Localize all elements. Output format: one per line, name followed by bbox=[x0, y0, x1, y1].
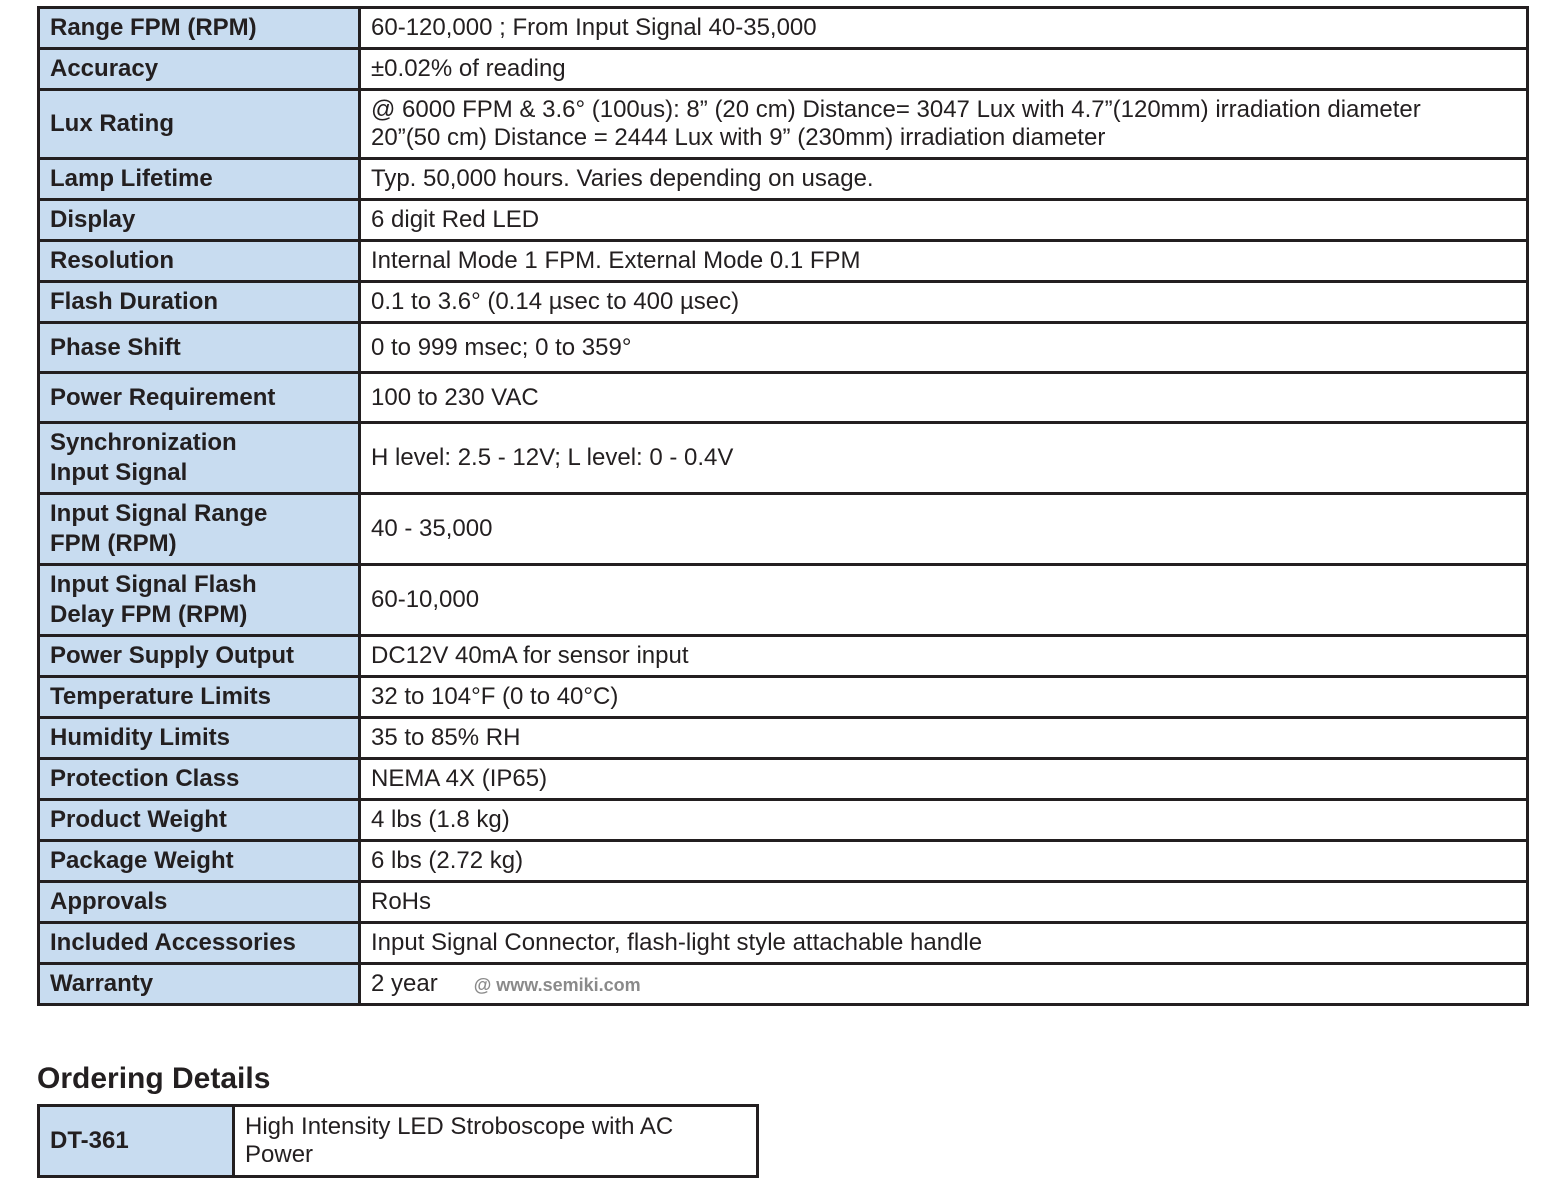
spec-label bbox=[39, 800, 360, 841]
spec-label bbox=[39, 759, 360, 800]
spec-value bbox=[360, 964, 1528, 1005]
spec-label-line: Warranty bbox=[50, 970, 154, 997]
spec-label bbox=[39, 923, 360, 964]
spec-label bbox=[39, 636, 360, 677]
spec-label-line: Protection Class bbox=[50, 765, 240, 792]
spec-row bbox=[39, 373, 1528, 423]
spec-row bbox=[39, 282, 1528, 323]
spec-label bbox=[39, 882, 360, 923]
specifications-body bbox=[39, 8, 1528, 1005]
spec-value bbox=[360, 323, 1528, 373]
spec-label-line: Resolution bbox=[50, 247, 174, 274]
spec-label bbox=[39, 565, 360, 636]
spec-value-line: 40 - 35,000 bbox=[371, 515, 493, 542]
spec-label-line: Package Weight bbox=[50, 847, 234, 874]
spec-label-line: Humidity Limits bbox=[50, 724, 231, 751]
spec-value bbox=[360, 90, 1528, 159]
spec-label bbox=[39, 841, 360, 882]
spec-label bbox=[39, 159, 360, 200]
spec-value bbox=[360, 718, 1528, 759]
spec-value bbox=[360, 759, 1528, 800]
model-description: High Intensity LED Stroboscope with AC Power bbox=[234, 1106, 758, 1177]
spec-value bbox=[360, 923, 1528, 964]
spec-value bbox=[360, 841, 1528, 882]
spec-label-line: Product Weight bbox=[50, 806, 227, 833]
spec-value bbox=[360, 423, 1528, 494]
ordering-row bbox=[39, 1106, 758, 1177]
spec-row bbox=[39, 200, 1528, 241]
spec-label-line: Power Supply Output bbox=[50, 642, 294, 669]
spec-value-line: ±0.02% of reading bbox=[371, 55, 566, 82]
spec-value bbox=[360, 800, 1528, 841]
spec-value-line: RoHs bbox=[371, 888, 432, 915]
spec-row bbox=[39, 923, 1528, 964]
spec-label-line: FPM (RPM) bbox=[50, 530, 177, 557]
spec-value-line: 60-120,000 ; From Input Signal 40-35,000 bbox=[371, 14, 817, 41]
spec-label bbox=[39, 241, 360, 282]
spec-value bbox=[360, 8, 1528, 49]
spec-label-line: Range FPM (RPM) bbox=[50, 14, 257, 41]
spec-row bbox=[39, 964, 1528, 1005]
spec-label-line: Power Requirement bbox=[50, 383, 276, 411]
spec-row bbox=[39, 423, 1528, 494]
spec-value-line: Typ. 50,000 hours. Varies depending on usage. bbox=[371, 165, 874, 192]
spec-label bbox=[39, 90, 360, 159]
spec-value-line: Internal Mode 1 FPM. External Mode 0.1 FPM bbox=[371, 247, 861, 274]
watermark-text: @ www.semiki.com bbox=[473, 974, 641, 995]
spec-value bbox=[360, 677, 1528, 718]
spec-label bbox=[39, 494, 360, 565]
spec-value bbox=[360, 282, 1528, 323]
spec-label-line: Approvals bbox=[50, 888, 168, 915]
spec-value bbox=[360, 241, 1528, 282]
spec-label-line: Input Signal Flash bbox=[50, 571, 257, 598]
spec-label-line: Flash Duration bbox=[50, 288, 219, 315]
spec-label-line: Included Accessories bbox=[50, 929, 296, 956]
spec-value-line: NEMA 4X (IP65) bbox=[371, 765, 548, 792]
spec-value bbox=[360, 49, 1528, 90]
spec-row bbox=[39, 759, 1528, 800]
spec-label-line: Delay FPM (RPM) bbox=[50, 601, 248, 628]
spec-row bbox=[39, 49, 1528, 90]
spec-label bbox=[39, 964, 360, 1005]
spec-value-line: 0.1 to 3.6° (0.14 µsec to 400 µsec) bbox=[371, 288, 740, 315]
model-code: DT-361 bbox=[39, 1106, 234, 1177]
spec-value bbox=[360, 494, 1528, 565]
spec-value-line: DC12V 40mA for sensor input bbox=[371, 642, 689, 669]
spec-label-line: Lamp Lifetime bbox=[50, 165, 213, 192]
spec-value-line: 20”(50 cm) Distance = 2444 Lux with 9” (230mm) irradiation diameter bbox=[371, 124, 1106, 151]
spec-row bbox=[39, 718, 1528, 759]
spec-label-line: Input Signal Range bbox=[50, 500, 268, 527]
spec-label-line: Display bbox=[50, 206, 136, 233]
spec-row bbox=[39, 800, 1528, 841]
spec-label-line: Phase Shift bbox=[50, 333, 181, 361]
spec-value-line: 60-10,000 bbox=[371, 586, 480, 613]
spec-row bbox=[39, 241, 1528, 282]
spec-label bbox=[39, 677, 360, 718]
ordering-table bbox=[37, 1104, 759, 1178]
spec-value-line: 32 to 104°F (0 to 40°C) bbox=[371, 683, 619, 710]
spec-label bbox=[39, 8, 360, 49]
spec-label-line: Input Signal bbox=[50, 459, 188, 486]
spec-row bbox=[39, 8, 1528, 49]
spec-row bbox=[39, 636, 1528, 677]
spec-row bbox=[39, 882, 1528, 923]
spec-row bbox=[39, 677, 1528, 718]
spec-value bbox=[360, 159, 1528, 200]
specifications-table bbox=[37, 6, 1529, 1006]
spec-value bbox=[360, 565, 1528, 636]
spec-label bbox=[39, 423, 360, 494]
spec-row bbox=[39, 565, 1528, 636]
spec-value-line: 2 year bbox=[371, 969, 438, 997]
spec-row bbox=[39, 323, 1528, 373]
spec-label-line: Lux Rating bbox=[50, 110, 174, 137]
spec-label bbox=[39, 373, 360, 423]
spec-label-line: Temperature Limits bbox=[50, 683, 271, 710]
spec-value-line: 100 to 230 VAC bbox=[371, 383, 539, 411]
spec-label-line: Accuracy bbox=[50, 55, 159, 82]
spec-value-line: 4 lbs (1.8 kg) bbox=[371, 806, 510, 833]
spec-value-line: 0 to 999 msec; 0 to 359° bbox=[371, 333, 632, 361]
ordering-details-title: Ordering Details bbox=[37, 1062, 271, 1095]
spec-label-line: Synchronization bbox=[50, 429, 237, 456]
spec-value-line: @ 6000 FPM & 3.6° (100us): 8” (20 cm) Distance= 3047 Lux with 4.7”(120mm) irradiation diameter bbox=[371, 96, 1421, 123]
spec-value-line: H level: 2.5 - 12V; L level: 0 - 0.4V bbox=[371, 444, 734, 471]
spec-row bbox=[39, 841, 1528, 882]
spec-label bbox=[39, 323, 360, 373]
spec-row bbox=[39, 494, 1528, 565]
spec-value bbox=[360, 882, 1528, 923]
spec-row bbox=[39, 159, 1528, 200]
spec-value bbox=[360, 373, 1528, 423]
spec-label bbox=[39, 718, 360, 759]
spec-value-line: 35 to 85% RH bbox=[371, 724, 521, 751]
spec-value-line: Input Signal Connector, flash-light style attachable handle bbox=[371, 929, 983, 956]
spec-value bbox=[360, 636, 1528, 677]
spec-label bbox=[39, 282, 360, 323]
spec-label bbox=[39, 49, 360, 90]
spec-value-line: 6 lbs (2.72 kg) bbox=[371, 847, 524, 874]
spec-row bbox=[39, 90, 1528, 159]
spec-label bbox=[39, 200, 360, 241]
spec-value-line: 6 digit Red LED bbox=[371, 206, 540, 233]
spec-value bbox=[360, 200, 1528, 241]
